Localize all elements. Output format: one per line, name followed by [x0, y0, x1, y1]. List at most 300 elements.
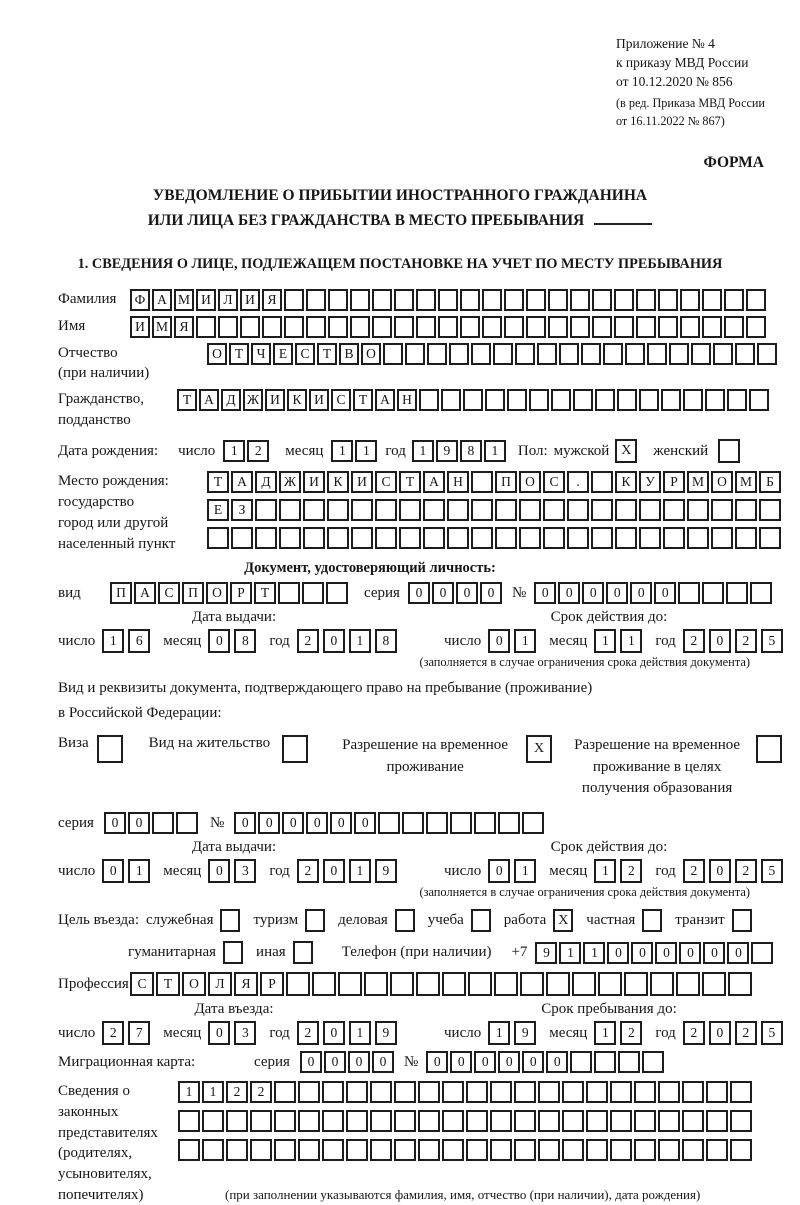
char-cell[interactable]: [176, 812, 198, 834]
char-cell[interactable]: 0: [208, 1021, 230, 1045]
purpose-study-checkbox[interactable]: [471, 909, 491, 932]
char-cell[interactable]: [399, 527, 421, 549]
char-cell[interactable]: 2: [620, 859, 642, 883]
char-cell[interactable]: 7: [128, 1021, 150, 1045]
char-cell[interactable]: [730, 1139, 752, 1161]
char-cell[interactable]: 0: [354, 812, 376, 834]
char-cell[interactable]: [615, 527, 637, 549]
char-cell[interactable]: [375, 527, 397, 549]
char-cell[interactable]: [284, 316, 304, 338]
char-cell[interactable]: [746, 316, 766, 338]
char-cell[interactable]: [559, 343, 579, 365]
char-cell[interactable]: И: [130, 316, 150, 338]
char-cell[interactable]: 0: [703, 942, 725, 964]
char-cell[interactable]: [650, 972, 674, 996]
char-cell[interactable]: [482, 316, 502, 338]
char-cell[interactable]: [519, 527, 541, 549]
char-cell[interactable]: 0: [306, 812, 328, 834]
char-cell[interactable]: [152, 812, 174, 834]
char-cell[interactable]: [687, 499, 709, 521]
char-cell[interactable]: [543, 499, 565, 521]
char-cell[interactable]: 0: [630, 582, 652, 604]
char-cell[interactable]: 6: [128, 629, 150, 653]
char-cell[interactable]: 2: [226, 1081, 248, 1103]
char-cell[interactable]: С: [331, 389, 351, 411]
temp-residence-checkbox[interactable]: X: [526, 735, 552, 763]
char-cell[interactable]: 1: [514, 859, 536, 883]
char-cell[interactable]: [603, 343, 623, 365]
char-cell[interactable]: 0: [300, 1051, 322, 1073]
char-cell[interactable]: [306, 316, 326, 338]
char-cell[interactable]: [702, 582, 724, 604]
char-cell[interactable]: [226, 1139, 248, 1161]
char-cell[interactable]: 0: [480, 582, 502, 604]
char-cell[interactable]: 2: [297, 859, 319, 883]
char-cell[interactable]: 1: [594, 1021, 616, 1045]
char-cell[interactable]: [394, 1139, 416, 1161]
char-cell[interactable]: [570, 1051, 592, 1073]
char-cell[interactable]: [572, 972, 596, 996]
char-cell[interactable]: 1: [488, 1021, 510, 1045]
char-cell[interactable]: [680, 316, 700, 338]
char-cell[interactable]: [471, 527, 493, 549]
char-cell[interactable]: Я: [174, 316, 194, 338]
char-cell[interactable]: 0: [474, 1051, 496, 1073]
char-cell[interactable]: [711, 527, 733, 549]
char-cell[interactable]: 0: [432, 582, 454, 604]
char-cell[interactable]: [522, 812, 544, 834]
char-cell[interactable]: 0: [488, 629, 510, 653]
char-cell[interactable]: 0: [258, 812, 280, 834]
char-cell[interactable]: О: [711, 471, 733, 493]
char-cell[interactable]: 2: [620, 1021, 642, 1045]
char-cell[interactable]: [202, 1110, 224, 1132]
char-cell[interactable]: [647, 343, 667, 365]
char-cell[interactable]: [614, 316, 634, 338]
char-cell[interactable]: [614, 289, 634, 311]
char-cell[interactable]: [303, 499, 325, 521]
char-cell[interactable]: 0: [102, 859, 124, 883]
char-cell[interactable]: [735, 527, 757, 549]
char-cell[interactable]: [196, 316, 216, 338]
char-cell[interactable]: [570, 289, 590, 311]
char-cell[interactable]: 2: [683, 629, 705, 653]
char-cell[interactable]: [658, 289, 678, 311]
char-cell[interactable]: [678, 582, 700, 604]
char-cell[interactable]: 1: [559, 942, 581, 964]
char-cell[interactable]: [416, 316, 436, 338]
char-cell[interactable]: О: [182, 972, 206, 996]
char-cell[interactable]: А: [152, 289, 172, 311]
char-cell[interactable]: [423, 527, 445, 549]
visa-checkbox[interactable]: [97, 735, 123, 763]
char-cell[interactable]: [490, 1139, 512, 1161]
char-cell[interactable]: [418, 1081, 440, 1103]
char-cell[interactable]: Р: [663, 471, 685, 493]
char-cell[interactable]: 1: [349, 629, 371, 653]
char-cell[interactable]: 1: [128, 859, 150, 883]
char-cell[interactable]: [202, 1139, 224, 1161]
char-cell[interactable]: 0: [606, 582, 628, 604]
char-cell[interactable]: [338, 972, 362, 996]
char-cell[interactable]: [442, 1081, 464, 1103]
char-cell[interactable]: [370, 1110, 392, 1132]
char-cell[interactable]: О: [519, 471, 541, 493]
char-cell[interactable]: [682, 1110, 704, 1132]
char-cell[interactable]: 0: [679, 942, 701, 964]
char-cell[interactable]: [581, 343, 601, 365]
char-cell[interactable]: [394, 1081, 416, 1103]
char-cell[interactable]: [466, 1139, 488, 1161]
char-cell[interactable]: [687, 527, 709, 549]
char-cell[interactable]: [378, 812, 400, 834]
char-cell[interactable]: [383, 343, 403, 365]
char-cell[interactable]: 3: [234, 859, 256, 883]
char-cell[interactable]: [746, 289, 766, 311]
char-cell[interactable]: 9: [535, 942, 557, 964]
char-cell[interactable]: 0: [323, 859, 345, 883]
char-cell[interactable]: [634, 1139, 656, 1161]
char-cell[interactable]: [551, 389, 571, 411]
char-cell[interactable]: [399, 499, 421, 521]
char-cell[interactable]: 0: [426, 1051, 448, 1073]
char-cell[interactable]: [592, 289, 612, 311]
char-cell[interactable]: [538, 1081, 560, 1103]
char-cell[interactable]: [567, 499, 589, 521]
char-cell[interactable]: К: [287, 389, 307, 411]
char-cell[interactable]: [669, 343, 689, 365]
char-cell[interactable]: 1: [202, 1081, 224, 1103]
char-cell[interactable]: [504, 289, 524, 311]
char-cell[interactable]: Л: [218, 289, 238, 311]
char-cell[interactable]: А: [423, 471, 445, 493]
char-cell[interactable]: 8: [375, 629, 397, 653]
char-cell[interactable]: 1: [349, 1021, 371, 1045]
char-cell[interactable]: 9: [375, 1021, 397, 1045]
char-cell[interactable]: [490, 1110, 512, 1132]
char-cell[interactable]: [543, 527, 565, 549]
char-cell[interactable]: [490, 1081, 512, 1103]
char-cell[interactable]: [750, 582, 772, 604]
char-cell[interactable]: [364, 972, 388, 996]
char-cell[interactable]: [711, 499, 733, 521]
char-cell[interactable]: 1: [620, 629, 642, 653]
char-cell[interactable]: [705, 389, 725, 411]
char-cell[interactable]: Я: [262, 289, 282, 311]
char-cell[interactable]: [537, 343, 557, 365]
char-cell[interactable]: 0: [208, 859, 230, 883]
char-cell[interactable]: М: [735, 471, 757, 493]
char-cell[interactable]: [441, 389, 461, 411]
residence-permit-checkbox[interactable]: [282, 735, 308, 763]
char-cell[interactable]: 0: [582, 582, 604, 604]
char-cell[interactable]: [178, 1139, 200, 1161]
char-cell[interactable]: [495, 527, 517, 549]
char-cell[interactable]: [702, 316, 722, 338]
char-cell[interactable]: [328, 289, 348, 311]
char-cell[interactable]: [567, 527, 589, 549]
char-cell[interactable]: [463, 389, 483, 411]
char-cell[interactable]: [642, 1051, 664, 1073]
char-cell[interactable]: 0: [709, 859, 731, 883]
char-cell[interactable]: 3: [234, 1021, 256, 1045]
char-cell[interactable]: [615, 499, 637, 521]
char-cell[interactable]: 0: [282, 812, 304, 834]
char-cell[interactable]: [538, 1110, 560, 1132]
char-cell[interactable]: 0: [323, 1021, 345, 1045]
char-cell[interactable]: С: [158, 582, 180, 604]
char-cell[interactable]: [682, 1081, 704, 1103]
char-cell[interactable]: [757, 343, 777, 365]
char-cell[interactable]: Т: [399, 471, 421, 493]
char-cell[interactable]: [498, 812, 520, 834]
char-cell[interactable]: 0: [348, 1051, 370, 1073]
char-cell[interactable]: 8: [460, 440, 482, 462]
char-cell[interactable]: [326, 582, 348, 604]
char-cell[interactable]: 0: [408, 582, 430, 604]
char-cell[interactable]: [312, 972, 336, 996]
char-cell[interactable]: [460, 316, 480, 338]
char-cell[interactable]: [735, 499, 757, 521]
char-cell[interactable]: 0: [208, 629, 230, 653]
char-cell[interactable]: [562, 1081, 584, 1103]
char-cell[interactable]: [749, 389, 769, 411]
char-cell[interactable]: [591, 499, 613, 521]
char-cell[interactable]: [255, 499, 277, 521]
char-cell[interactable]: 0: [709, 629, 731, 653]
char-cell[interactable]: 0: [488, 859, 510, 883]
char-cell[interactable]: [586, 1081, 608, 1103]
char-cell[interactable]: [394, 316, 414, 338]
char-cell[interactable]: 2: [683, 1021, 705, 1045]
char-cell[interactable]: [727, 389, 747, 411]
char-cell[interactable]: Т: [207, 471, 229, 493]
char-cell[interactable]: [494, 972, 518, 996]
char-cell[interactable]: О: [207, 343, 227, 365]
char-cell[interactable]: 2: [735, 859, 757, 883]
char-cell[interactable]: [751, 942, 773, 964]
char-cell[interactable]: Т: [353, 389, 373, 411]
char-cell[interactable]: Н: [397, 389, 417, 411]
char-cell[interactable]: [682, 1139, 704, 1161]
char-cell[interactable]: 0: [324, 1051, 346, 1073]
char-cell[interactable]: [735, 343, 755, 365]
char-cell[interactable]: 1: [514, 629, 536, 653]
char-cell[interactable]: 0: [128, 812, 150, 834]
char-cell[interactable]: [394, 289, 414, 311]
char-cell[interactable]: [178, 1110, 200, 1132]
edu-residence-checkbox[interactable]: [756, 735, 782, 763]
char-cell[interactable]: 0: [330, 812, 352, 834]
purpose-other-checkbox[interactable]: [293, 941, 313, 964]
char-cell[interactable]: [730, 1110, 752, 1132]
char-cell[interactable]: [586, 1110, 608, 1132]
char-cell[interactable]: 0: [534, 582, 556, 604]
char-cell[interactable]: 0: [234, 812, 256, 834]
char-cell[interactable]: [447, 527, 469, 549]
char-cell[interactable]: [515, 343, 535, 365]
char-cell[interactable]: [548, 316, 568, 338]
char-cell[interactable]: [274, 1110, 296, 1132]
char-cell[interactable]: [298, 1081, 320, 1103]
char-cell[interactable]: [351, 527, 373, 549]
char-cell[interactable]: [419, 389, 439, 411]
char-cell[interactable]: Я: [234, 972, 258, 996]
char-cell[interactable]: 1: [178, 1081, 200, 1103]
char-cell[interactable]: [418, 1110, 440, 1132]
char-cell[interactable]: 1: [102, 629, 124, 653]
char-cell[interactable]: [658, 316, 678, 338]
char-cell[interactable]: [372, 316, 392, 338]
char-cell[interactable]: [255, 527, 277, 549]
char-cell[interactable]: [328, 316, 348, 338]
char-cell[interactable]: [618, 1051, 640, 1073]
char-cell[interactable]: [724, 316, 744, 338]
char-cell[interactable]: 0: [631, 942, 653, 964]
char-cell[interactable]: [595, 389, 615, 411]
char-cell[interactable]: [468, 972, 492, 996]
char-cell[interactable]: Е: [207, 499, 229, 521]
char-cell[interactable]: 5: [761, 629, 783, 653]
char-cell[interactable]: С: [543, 471, 565, 493]
char-cell[interactable]: С: [375, 471, 397, 493]
char-cell[interactable]: .: [567, 471, 589, 493]
char-cell[interactable]: А: [375, 389, 395, 411]
char-cell[interactable]: [350, 289, 370, 311]
char-cell[interactable]: [570, 316, 590, 338]
char-cell[interactable]: 0: [546, 1051, 568, 1073]
char-cell[interactable]: О: [361, 343, 381, 365]
char-cell[interactable]: 2: [250, 1081, 272, 1103]
char-cell[interactable]: О: [206, 582, 228, 604]
char-cell[interactable]: [728, 972, 752, 996]
char-cell[interactable]: 5: [761, 859, 783, 883]
char-cell[interactable]: [346, 1081, 368, 1103]
char-cell[interactable]: [546, 972, 570, 996]
char-cell[interactable]: [240, 316, 260, 338]
char-cell[interactable]: Л: [208, 972, 232, 996]
char-cell[interactable]: [279, 499, 301, 521]
char-cell[interactable]: С: [295, 343, 315, 365]
char-cell[interactable]: [493, 343, 513, 365]
char-cell[interactable]: [485, 389, 505, 411]
char-cell[interactable]: 5: [761, 1021, 783, 1045]
char-cell[interactable]: [274, 1139, 296, 1161]
char-cell[interactable]: [691, 343, 711, 365]
char-cell[interactable]: [231, 527, 253, 549]
char-cell[interactable]: 0: [456, 582, 478, 604]
char-cell[interactable]: [418, 1139, 440, 1161]
char-cell[interactable]: [548, 289, 568, 311]
char-cell[interactable]: [562, 1110, 584, 1132]
char-cell[interactable]: [466, 1110, 488, 1132]
char-cell[interactable]: [658, 1139, 680, 1161]
char-cell[interactable]: А: [231, 471, 253, 493]
char-cell[interactable]: [706, 1110, 728, 1132]
char-cell[interactable]: [634, 1081, 656, 1103]
char-cell[interactable]: [562, 1139, 584, 1161]
char-cell[interactable]: [471, 343, 491, 365]
char-cell[interactable]: [466, 1081, 488, 1103]
char-cell[interactable]: [416, 289, 436, 311]
char-cell[interactable]: [713, 343, 733, 365]
char-cell[interactable]: Т: [229, 343, 249, 365]
char-cell[interactable]: [274, 1081, 296, 1103]
char-cell[interactable]: Р: [260, 972, 284, 996]
char-cell[interactable]: [471, 499, 493, 521]
char-cell[interactable]: [519, 499, 541, 521]
char-cell[interactable]: [617, 389, 637, 411]
char-cell[interactable]: 0: [323, 629, 345, 653]
purpose-work-checkbox[interactable]: X: [553, 909, 573, 932]
char-cell[interactable]: [394, 1110, 416, 1132]
char-cell[interactable]: [639, 499, 661, 521]
char-cell[interactable]: [423, 499, 445, 521]
char-cell[interactable]: [702, 289, 722, 311]
char-cell[interactable]: [416, 972, 440, 996]
char-cell[interactable]: [262, 316, 282, 338]
char-cell[interactable]: 0: [498, 1051, 520, 1073]
char-cell[interactable]: [375, 499, 397, 521]
char-cell[interactable]: Т: [177, 389, 197, 411]
char-cell[interactable]: [327, 527, 349, 549]
char-cell[interactable]: Ж: [243, 389, 263, 411]
purpose-tourism-checkbox[interactable]: [305, 909, 325, 932]
char-cell[interactable]: [610, 1139, 632, 1161]
char-cell[interactable]: [390, 972, 414, 996]
char-cell[interactable]: [639, 389, 659, 411]
char-cell[interactable]: 0: [655, 942, 677, 964]
char-cell[interactable]: [322, 1139, 344, 1161]
char-cell[interactable]: Ж: [279, 471, 301, 493]
purpose-transit-checkbox[interactable]: [732, 909, 752, 932]
char-cell[interactable]: [573, 389, 593, 411]
char-cell[interactable]: [504, 316, 524, 338]
char-cell[interactable]: Ф: [130, 289, 150, 311]
char-cell[interactable]: [520, 972, 544, 996]
char-cell[interactable]: [302, 582, 324, 604]
char-cell[interactable]: 2: [102, 1021, 124, 1045]
char-cell[interactable]: [351, 499, 373, 521]
char-cell[interactable]: 0: [654, 582, 676, 604]
char-cell[interactable]: 1: [594, 629, 616, 653]
purpose-humanitarian-checkbox[interactable]: [223, 941, 243, 964]
char-cell[interactable]: [284, 289, 304, 311]
char-cell[interactable]: [658, 1110, 680, 1132]
char-cell[interactable]: [346, 1110, 368, 1132]
char-cell[interactable]: [427, 343, 447, 365]
char-cell[interactable]: И: [309, 389, 329, 411]
char-cell[interactable]: 0: [372, 1051, 394, 1073]
char-cell[interactable]: 2: [247, 440, 269, 462]
char-cell[interactable]: Д: [255, 471, 277, 493]
char-cell[interactable]: 2: [297, 629, 319, 653]
char-cell[interactable]: А: [199, 389, 219, 411]
char-cell[interactable]: [663, 527, 685, 549]
char-cell[interactable]: 1: [349, 859, 371, 883]
char-cell[interactable]: [759, 499, 781, 521]
char-cell[interactable]: 0: [104, 812, 126, 834]
char-cell[interactable]: [706, 1081, 728, 1103]
purpose-business-checkbox[interactable]: [395, 909, 415, 932]
char-cell[interactable]: [471, 471, 493, 493]
char-cell[interactable]: [526, 316, 546, 338]
char-cell[interactable]: С: [130, 972, 154, 996]
char-cell[interactable]: 2: [735, 629, 757, 653]
char-cell[interactable]: [610, 1110, 632, 1132]
char-cell[interactable]: [658, 1081, 680, 1103]
char-cell[interactable]: М: [174, 289, 194, 311]
